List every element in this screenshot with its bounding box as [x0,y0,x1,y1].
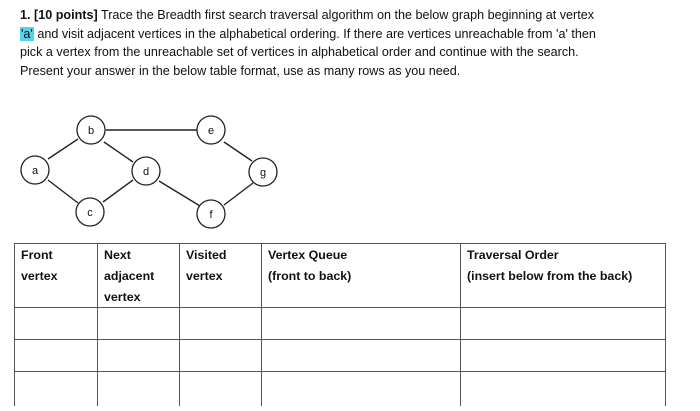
node-label-f: f [209,209,213,221]
table-row [15,340,666,372]
edge-f-g [224,183,253,205]
table-row [15,308,666,340]
node-label-a: a [31,165,39,177]
table-cell[interactable] [461,372,666,407]
header-text: vertex [21,269,58,283]
table-cell[interactable] [180,340,262,372]
header-next-adjacent-vertex [98,244,180,308]
header-text: (front to back) [268,269,352,283]
question-number: 1. [20,8,31,22]
edge-b-d [104,142,133,162]
edge-a-c [48,180,78,203]
header-text: Next [104,248,131,262]
node-label-b: b [87,125,95,137]
table-cell[interactable] [15,308,98,340]
question-line-2-text: and visit adjacent vertices in the alphabetical ordering. If there are vertices unreachable from 'a' then [37,26,596,41]
table-header-row [15,244,666,308]
header-text: Traversal Order [467,248,559,262]
node-label-d: d [142,166,150,178]
table-cell[interactable] [15,340,98,372]
node-label-c: c [87,207,93,219]
node-label-g: g [259,167,267,179]
table-cell[interactable] [98,372,180,407]
header-front-vertex [15,244,98,308]
node-label-e: e [207,125,215,137]
edge-a-b [48,139,78,159]
table-cell[interactable] [98,340,180,372]
table-row [15,372,666,407]
header-text: vertex [104,290,141,304]
header-text: Front [21,248,53,262]
edge-c-d [103,180,133,202]
question-points: [10 points] [34,8,98,22]
header-vertex-queue [262,244,461,308]
header-traversal-order [461,244,666,308]
table-cell[interactable] [262,340,461,372]
table-cell[interactable] [15,372,98,407]
header-text: (insert below from the back) [467,269,633,283]
table-cell[interactable] [98,308,180,340]
question-line-3: pick a vertex from the unreachable set of vertices in alphabetical order and continue with the search. [20,45,579,59]
header-text: Vertex Queue [268,248,348,262]
question-line-1-text: Trace the Breadth first search traversal algorithm on the below graph beginning at vertex [100,8,595,22]
table-cell[interactable] [180,308,262,340]
start-vertex-highlight: 'a' [21,26,33,41]
table-cell[interactable] [461,340,666,372]
header-text: adjacent [104,269,155,283]
header-visited-vertex [180,244,262,308]
table-cell[interactable] [262,372,461,407]
answer-table [14,243,666,406]
question-line-4: Present your answer in the below table format, use as many rows as you need. [20,63,461,78]
edge-d-f [159,181,200,206]
table-cell[interactable] [461,308,666,340]
table-cell[interactable] [262,308,461,340]
header-text: Visited [186,248,227,262]
edge-e-g [224,142,252,161]
header-text: vertex [186,269,223,283]
table-cell[interactable] [180,372,262,407]
